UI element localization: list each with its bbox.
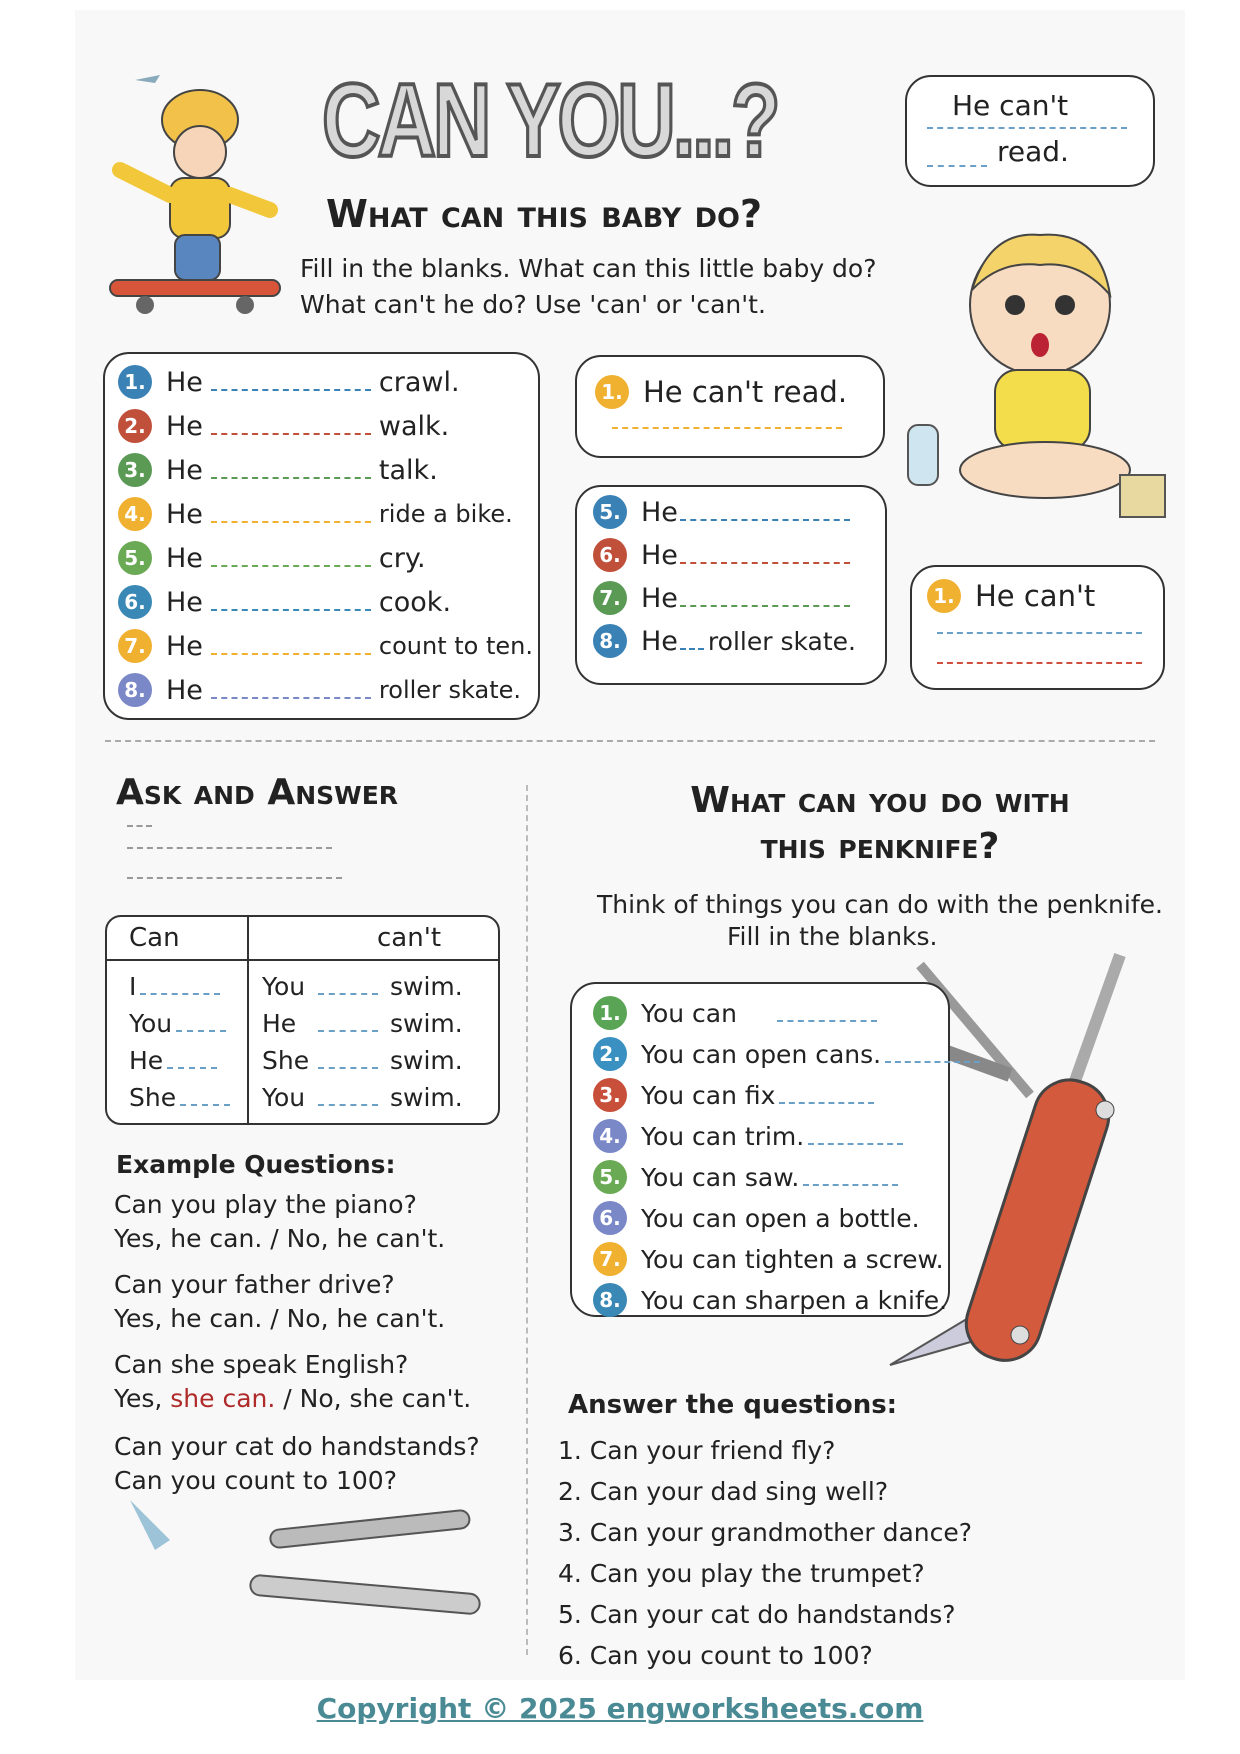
item-verb: crawl. [378,366,460,398]
example-question: Can your cat do handstands? [114,1432,480,1461]
answer-blank[interactable] [211,519,371,523]
baby-heading: What can this baby do? [326,192,762,236]
penknife-item [593,996,885,1030]
answer-blank[interactable] [211,387,371,391]
number-badge: 1. [118,365,152,399]
answer-blank[interactable] [885,1059,980,1063]
table-can-cell: He [129,1046,217,1075]
number-badge: 8. [118,673,152,707]
item-subject: He [166,454,203,486]
answer-blank[interactable] [211,431,371,435]
answer-blank[interactable] [680,517,850,521]
answer-blank[interactable] [318,1102,378,1106]
answer-blank[interactable] [211,695,371,699]
number-badge: 6. [593,538,627,572]
example-question: Can she speak English? [114,1350,409,1379]
baby-instruction-2: What can't he do? Use 'can' or 'can't. [300,290,766,319]
baby-can-list-box [103,352,540,720]
number-badge: 8. [593,1283,627,1317]
question-item: 6. Can you count to 100? [558,1641,873,1670]
baby-cant-item [593,495,854,529]
answer-blank[interactable] [211,563,371,567]
penknife-instruction-1: Think of things you can do with the penknife. [597,890,1163,919]
answer-blank[interactable] [176,1028,226,1032]
number-badge: 5. [593,495,627,529]
answer-blank[interactable] [777,1018,877,1022]
examples-heading: Example Questions: [116,1150,396,1179]
speech-line-1: He can't [952,89,1069,122]
baby-list-item [118,673,521,707]
number-badge: 4. [118,497,152,531]
bubble-text: He can't read. [643,375,848,409]
question-item: 4. Can you play the trumpet? [558,1559,925,1588]
answer-heading: Answer the questions: [568,1390,898,1420]
item-text: You can open cans. [641,1039,882,1069]
item-verb: roller skate. [707,626,856,656]
item-verb: roller skate. [378,676,522,704]
skateboard-kid-illustration [100,60,300,340]
item-subject: He [166,410,203,442]
answer-blank[interactable] [318,991,378,995]
answer-blank[interactable] [140,991,220,995]
answer-blank[interactable] [211,475,371,479]
ask-heading: Ask and Answer [116,772,399,813]
section-divider [105,740,1155,742]
item-subject: He [641,496,678,528]
item-subject: He [641,539,678,571]
penknife-instruction-2: Fill in the blanks. [727,922,938,951]
speech-line-2: read. [997,135,1069,168]
question-item: 1. Can your friend fly? [558,1436,836,1465]
item-verb: walk. [378,410,450,442]
number-badge: 1. [595,375,629,409]
bubble-he-cant [910,565,1165,690]
item-subject: He [641,625,678,657]
baby-cant-item [593,624,856,658]
bubble-text: He can't [975,579,1096,613]
number-badge: 2. [118,409,152,443]
item-text: You can sharpen a knife. [641,1285,948,1315]
item-text: You can [641,998,737,1028]
penknife-item [593,1283,947,1317]
item-verb: ride a bike. [378,500,513,528]
baby-list-item [118,541,426,575]
example-question: Can you play the piano? [114,1190,417,1219]
item-subject: He [166,630,203,662]
table-cant-cell: He swim. [262,1009,463,1038]
example-answer: Yes, he can. / No, he can't. [114,1304,446,1333]
example-answer: Yes, she can. / No, she can't. [114,1384,472,1413]
answer-blank[interactable] [211,651,371,655]
number-badge: 1. [927,579,961,613]
item-verb: cook. [378,586,452,618]
worksheet-title: CAN YOU...? [322,63,778,179]
table-can-cell: You [129,1009,226,1038]
item-text: You can tighten a screw. [641,1244,944,1274]
answer-blank[interactable] [211,607,371,611]
speech-bubble-top [905,75,1155,187]
penknife-item [593,1242,944,1276]
number-badge: 6. [118,585,152,619]
penknife-item [593,1119,911,1153]
item-subject: He [166,542,203,574]
baby-cant-item [593,581,854,615]
highlight-answer: she can. [170,1384,276,1413]
table-header-can: Can [129,923,180,953]
item-subject: He [166,586,203,618]
number-badge: 7. [118,629,152,663]
answer-blank[interactable] [808,1141,903,1145]
item-text: You can fix [641,1080,776,1110]
table-cant-cell: You swim. [262,1083,463,1112]
table-can-cell: I [129,972,220,1001]
question-item: 5. Can your cat do handstands? [558,1600,956,1629]
number-badge: 5. [593,1160,627,1194]
baby-list-item [118,629,533,663]
baby-list-item [118,365,460,399]
bubble-he-cant-read [575,355,885,458]
baby-illustration [900,210,1180,530]
penknife-item [593,1037,988,1071]
item-verb: count to ten. [378,632,533,660]
number-badge: 6. [593,1201,627,1235]
baby-list-item [118,409,449,443]
tools-illustration [110,1480,510,1630]
item-verb: cry. [378,542,426,574]
example-question: Can your father drive? [114,1270,395,1299]
answer-blank[interactable] [180,1102,230,1106]
answer-blank[interactable] [680,560,850,564]
penknife-heading-1: What can you do with [690,780,1070,821]
penknife-item [593,1201,920,1235]
answer-blank[interactable] [318,1065,378,1069]
number-badge: 3. [118,453,152,487]
item-subject: He [641,582,678,614]
baby-list-item [118,497,513,531]
penknife-item [593,1160,906,1194]
item-verb: talk. [378,454,438,486]
can-cant-table [105,915,500,1125]
number-badge: 3. [593,1078,627,1112]
item-subject: He [166,498,203,530]
penknife-heading-2: this penknife? [760,826,1000,867]
item-text: You can open a bottle. [641,1203,920,1233]
answer-blank[interactable] [167,1065,217,1069]
item-subject: He [166,366,203,398]
copyright-link[interactable]: Copyright © 2025 engworksheets.com [316,1692,924,1725]
number-badge: 7. [593,581,627,615]
example-answer: Yes, he can. / No, he can't. [114,1224,446,1253]
number-badge: 7. [593,1242,627,1276]
answer-blank[interactable] [680,646,704,650]
number-badge: 5. [118,541,152,575]
example-answer: Can you count to 100? [114,1466,397,1495]
baby-cant-item [593,538,854,572]
number-badge: 2. [593,1037,627,1071]
answer-blank[interactable] [779,1100,874,1104]
baby-list-item [118,453,438,487]
penknife-item [593,1078,882,1112]
table-can-cell: She [129,1083,230,1112]
number-badge: 4. [593,1119,627,1153]
column-divider [526,785,528,1655]
item-text: You can trim. [641,1121,805,1151]
table-cant-cell: She swim. [262,1046,463,1075]
question-item: 3. Can your grandmother dance? [558,1518,973,1547]
table-header-cant: can't [377,923,442,953]
answer-blank[interactable] [318,1028,378,1032]
number-badge: 8. [593,624,627,658]
table-cant-cell: You swim. [262,972,463,1001]
item-text: You can saw. [641,1162,800,1192]
baby-instruction-1: Fill in the blanks. What can this little baby do? [300,254,877,283]
answer-blank[interactable] [803,1182,898,1186]
question-item: 2. Can your dad sing well? [558,1477,889,1506]
item-subject: He [166,674,203,706]
number-badge: 1. [593,996,627,1030]
baby-list-item [118,585,451,619]
answer-blank[interactable] [680,603,850,607]
